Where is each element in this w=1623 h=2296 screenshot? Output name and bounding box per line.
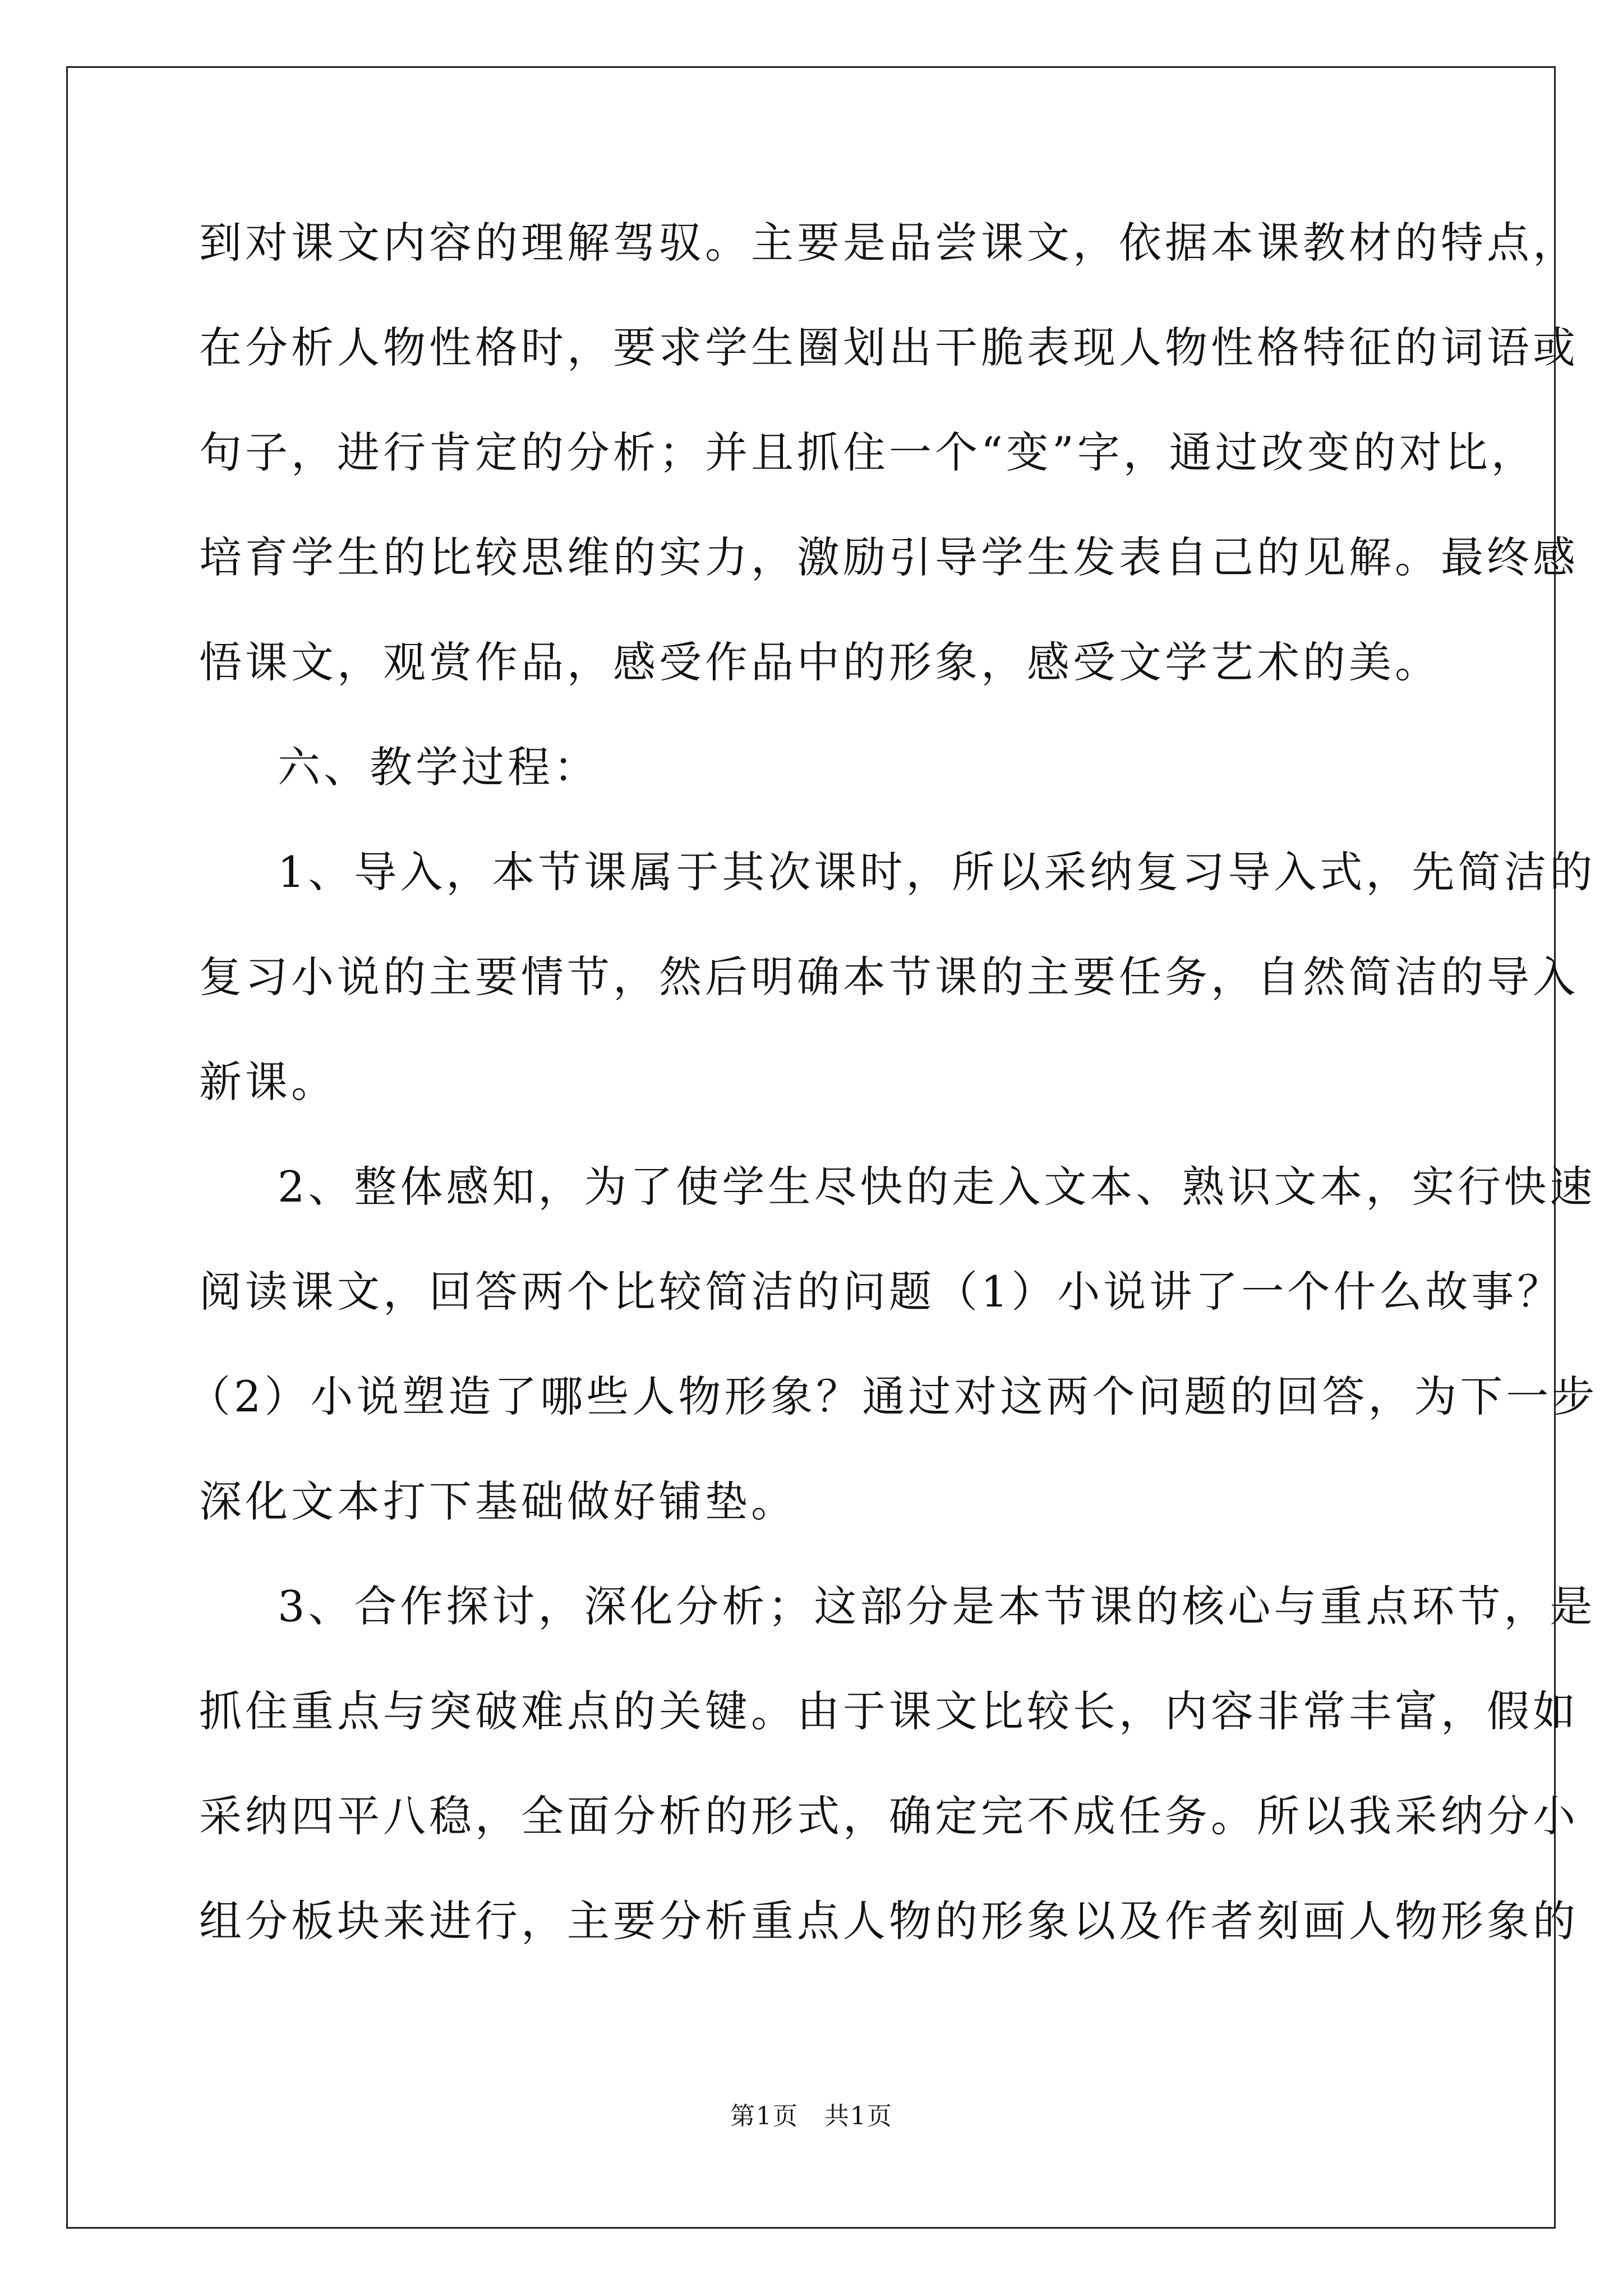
- text-line-15: 抓住重点与突破难点的关键。由于课文比较长，内容非常丰富，假如: [199, 1686, 1579, 1736]
- text-line-9: 新课。: [199, 1057, 337, 1107]
- text-line-4: 培育学生的比较思维的实力，激励引导学生发表自己的见解。最终感: [199, 532, 1579, 582]
- section-heading: 六、教学过程：: [278, 742, 600, 792]
- text-line-3: 句子，进行肯定的分析；并且抓住一个“变”字，通过改变的对比，: [199, 427, 1537, 477]
- text-line-2: 在分析人物性格时，要求学生圈划出干脆表现人物性格特征的词语或: [199, 323, 1579, 372]
- text-line-16: 采纳四平八稳，全面分析的形式，确定完不成任务。所以我采纳分小: [199, 1791, 1579, 1841]
- text-line-7: 1、导入，本节课属于其次课时，所以采纳复习导入式，先简洁的: [278, 847, 1596, 897]
- page-footer: 第1页 共1页: [730, 2102, 893, 2131]
- text-line-13: 深化文本打下基础做好铺垫。: [199, 1476, 797, 1526]
- text-line-1: 到对课文内容的理解驾驭。主要是品尝课文，依据本课教材的特点，: [199, 218, 1579, 268]
- text-line-17: 组分板块来进行，主要分析重点人物的形象以及作者刻画人物形象的: [199, 1896, 1579, 1946]
- text-line-12: （2）小说塑造了哪些人物形象？通过对这两个问题的回答，为下一步: [188, 1372, 1598, 1421]
- text-line-10: 2、整体感知，为了使学生尽快的走入文本、熟识文本，实行快速: [278, 1162, 1596, 1212]
- text-line-5: 悟课文，观赏作品，感受作品中的形象，感受文学艺术的美。: [199, 637, 1441, 687]
- text-line-8: 复习小说的主要情节，然后明确本节课的主要任务，自然简洁的导入: [199, 952, 1579, 1002]
- text-line-14: 3、合作探讨，深化分析；这部分是本节课的核心与重点环节，是: [278, 1581, 1596, 1631]
- text-line-11: 阅读课文，回答两个比较简洁的问题（1）小说讲了一个什么故事？: [199, 1267, 1564, 1317]
